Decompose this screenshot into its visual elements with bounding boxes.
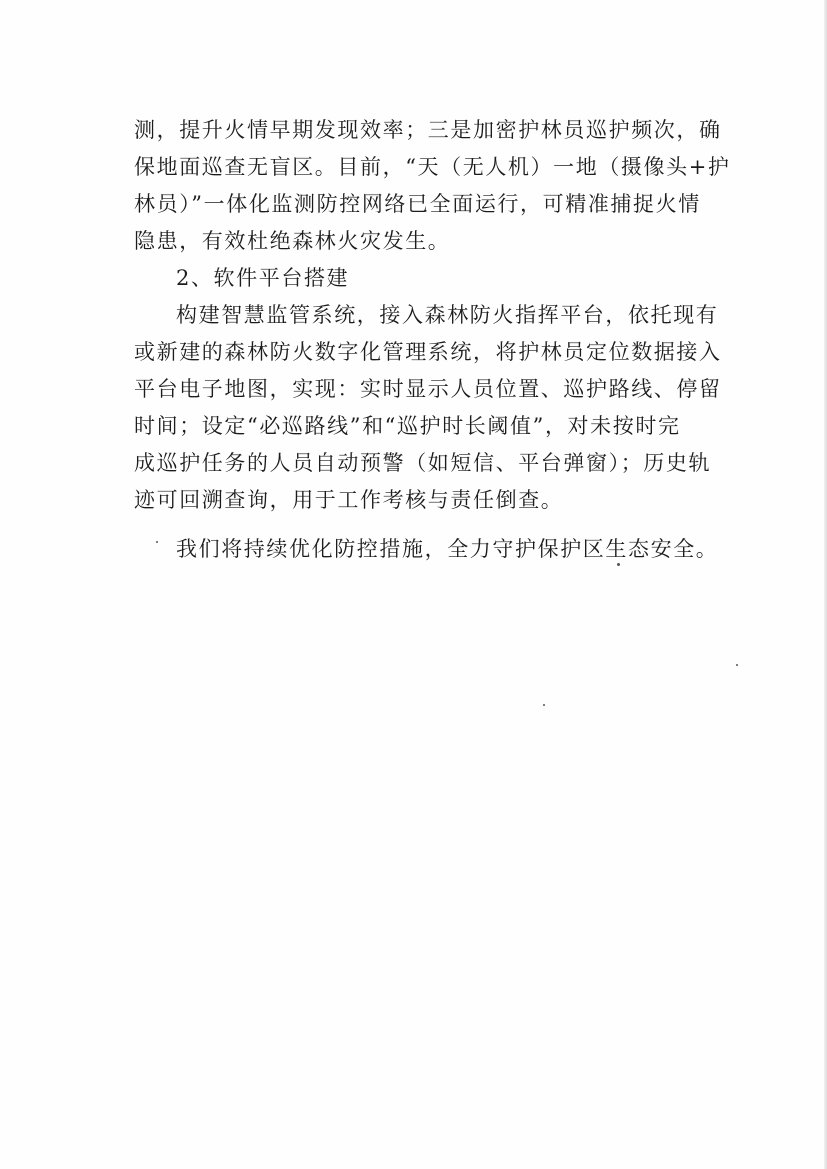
closing-statement: 我们将持续优化防控措施，全力守护保护区生态安全。	[176, 537, 719, 561]
text-line: 迹可回溯查询，用于工作考核与责任倒查。	[134, 488, 564, 512]
text-line: 测，提升火情早期发现效率；三是加密护林员巡护频次，确	[134, 118, 722, 142]
scan-speck	[617, 563, 620, 566]
text-line: 成巡护任务的人员自动预警（如短信、平台弹窗）；历史轨	[134, 451, 712, 475]
text-line: 平台电子地图，实现：实时显示人员位置、巡护路线、停留	[134, 377, 722, 401]
text-line: 保地面巡查无盲区。目前，“天（无人机）一地（摄像头+护	[134, 155, 731, 179]
scan-speck	[543, 704, 545, 706]
text-line: 构建智慧监管系统，接入森林防火指挥平台，依托现有	[176, 303, 719, 327]
text-line: 或新建的森林防火数字化管理系统，将护林员定位数据接入	[134, 340, 722, 364]
scan-speck	[156, 541, 158, 543]
document-body	[134, 112, 731, 568]
text-line: 隐患，有效杜绝森林火灾发生。	[134, 229, 451, 253]
paragraph-fire-monitoring	[134, 112, 731, 260]
paragraph-software-platform	[134, 297, 722, 519]
scan-speck	[736, 664, 738, 666]
section-heading: 2、软件平台搭建	[176, 266, 350, 290]
text-line: 林员）”一体化监测防控网络已全面运行，可精准捕捉火情	[134, 192, 701, 216]
paragraph-gap	[134, 519, 700, 531]
text-line: 时间；设定“必巡路线”和“巡护时长阈值”，对未按时完	[134, 414, 681, 438]
